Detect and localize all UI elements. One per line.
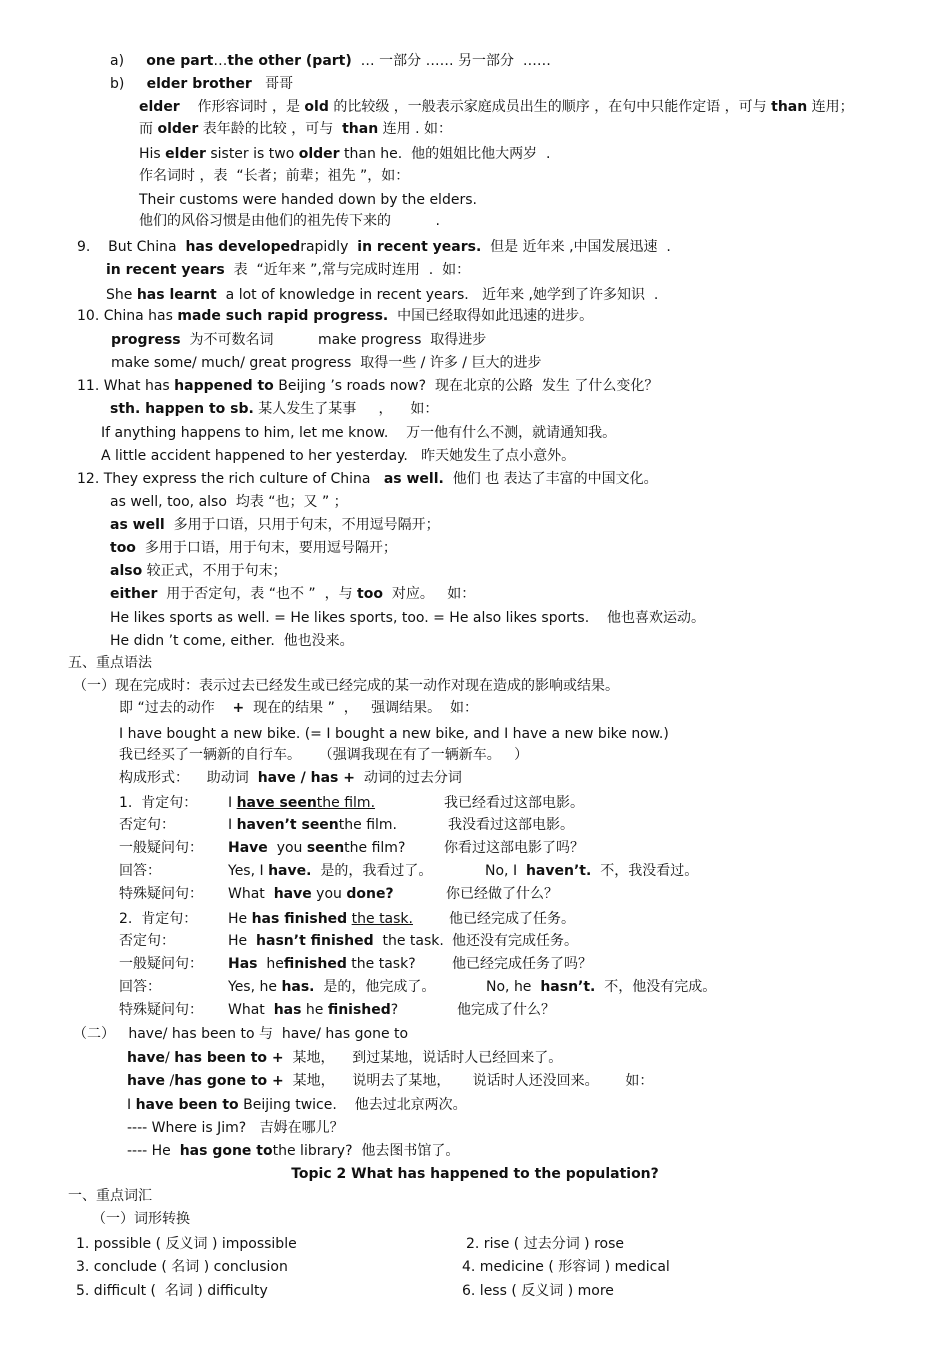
text-line	[110, 609, 705, 627]
text-segment: 不，他没有完成。	[595, 979, 717, 995]
bold-term: elder brother	[146, 76, 252, 92]
text-line	[110, 585, 475, 603]
text-line	[68, 654, 152, 672]
text-line	[448, 816, 574, 834]
text-segment: I	[127, 1097, 136, 1113]
text-segment: 10. China has	[77, 308, 178, 324]
text-segment: His	[139, 146, 166, 162]
text-segment: 11. What has	[77, 378, 175, 394]
text-segment: 否定句：	[119, 817, 175, 833]
text-segment: 对应。 如：	[382, 586, 476, 602]
text-line	[73, 1025, 408, 1043]
text-line	[110, 400, 438, 418]
text-segment: Beijing twice. 他去过北京两次。	[238, 1097, 467, 1113]
text-segment: a lot of knowledge in recent years. 近年来 ,她学到了许多知识 .	[216, 287, 659, 303]
bold-term: has gone to +	[174, 1073, 284, 1089]
text-line	[139, 212, 440, 230]
bold-term: sth. happen to sb.	[110, 401, 254, 417]
text-segment: I	[228, 817, 237, 833]
text-line	[77, 238, 671, 256]
text-line	[110, 75, 293, 93]
bold-term: have.	[268, 863, 312, 879]
text-line	[119, 725, 669, 743]
text-segment: 6. less ( 反义词 ) more	[462, 1283, 614, 1299]
text-segment: He didn ’t come, either. 他也没来。	[110, 633, 354, 649]
text-segment: 表 “近年来 ”,常与完成时连用 . 如：	[224, 262, 471, 278]
text-line	[110, 539, 397, 557]
text-line	[446, 885, 558, 903]
text-line	[119, 1001, 203, 1019]
bold-term: finished	[327, 1002, 391, 1018]
text-segment: 他们的风俗习惯是由他们的祖先传下来的 .	[139, 213, 440, 229]
text-line	[76, 1258, 288, 1276]
bold-term: too	[110, 540, 136, 556]
text-segment: （一）现在完成时：表示过去已经发生或已经完成的某一动作对现在造成的影响或结果。	[73, 678, 619, 694]
text-line	[228, 885, 394, 903]
text-segment: the film?	[344, 840, 406, 856]
text-line	[228, 978, 435, 996]
text-segment: 特殊疑问句：	[119, 886, 203, 902]
text-segment: he	[301, 1002, 328, 1018]
text-segment: 连用 . 如：	[378, 121, 452, 137]
text-segment: 为不可数名词 make progress 取得进步	[180, 332, 487, 348]
text-line	[110, 52, 551, 70]
text-segment: 现在的结果 ” ， 强调结果。 如：	[244, 700, 479, 716]
bold-term: haven’t.	[525, 863, 592, 879]
bold-term: also	[110, 563, 143, 579]
text-segment: make some/ much/ great progress 取得一些 / 许多 / 巨大的进步	[111, 355, 542, 371]
bold-term: than	[771, 99, 808, 115]
text-line	[452, 932, 578, 950]
text-segment: 9. But China	[77, 239, 186, 255]
text-line	[462, 1282, 614, 1300]
text-segment: 我已经看过这部电影。	[444, 795, 584, 811]
text-segment: 构成形式： 助动词	[119, 770, 258, 786]
text-line	[127, 1072, 653, 1090]
text-segment: than he. 他的姐姐比他大两岁 .	[339, 146, 551, 162]
text-segment: 5. difficult ( 名词 ) difficulty	[76, 1283, 268, 1299]
text-segment: 你看过这部电影了吗？	[444, 840, 584, 856]
text-segment: 一般疑问句：	[119, 840, 203, 856]
text-segment: 2. 肯定句：	[119, 911, 198, 927]
text-line	[111, 354, 541, 372]
text-segment: Beijing ’s roads now? 现在北京的公路 发生 了什么变化？	[273, 378, 659, 394]
bold-term: seen	[306, 840, 345, 856]
bold-term: the other (part)	[227, 53, 352, 69]
text-line	[110, 493, 348, 511]
text-line	[110, 516, 440, 534]
text-line	[228, 862, 432, 880]
bold-term: have	[273, 886, 312, 902]
bold-term: have seen	[236, 795, 317, 811]
text-line	[228, 794, 375, 812]
bold-term: either	[110, 586, 158, 602]
text-line	[127, 1142, 459, 1160]
text-line	[119, 978, 161, 996]
bold-term: has finished	[251, 911, 348, 927]
text-line	[486, 978, 716, 996]
bold-term: one part	[146, 53, 214, 69]
text-line	[110, 632, 354, 650]
text-segment: as well, too, also 均表 “也；又 ” ；	[110, 494, 348, 510]
text-line	[127, 1049, 562, 1067]
text-line	[106, 286, 658, 304]
text-segment: 较正式，不用于句末；	[142, 563, 287, 579]
text-segment: 某地， 到过某地，说话时人已经回来了。	[283, 1050, 563, 1066]
text-segment: the film.	[338, 817, 398, 833]
bold-term: has	[273, 1002, 302, 1018]
text-segment: b)	[110, 76, 147, 92]
text-line	[76, 1282, 268, 1300]
text-segment: 多用于口语，只用于句末，不用逗号隔开；	[164, 517, 440, 533]
text-line	[228, 932, 444, 950]
text-segment: 他完成了什么？	[457, 1002, 555, 1018]
text-line	[228, 839, 405, 857]
text-segment: 多用于口语，用于句末，要用逗号隔开；	[135, 540, 397, 556]
text-line	[92, 1210, 190, 1228]
text-line	[139, 191, 477, 209]
text-segment: 1. 肯定句：	[119, 795, 198, 811]
text-segment: 2. rise ( 过去分词 ) rose	[466, 1236, 625, 1252]
bold-term: too	[357, 586, 383, 602]
text-line	[452, 955, 592, 973]
text-segment: 我没看过这部电影。	[448, 817, 574, 833]
text-line	[485, 862, 698, 880]
bold-term: done?	[346, 886, 394, 902]
text-segment: 回答：	[119, 979, 161, 995]
text-segment: ?	[390, 1002, 399, 1018]
bold-term: has learnt	[136, 287, 217, 303]
bold-term: has gone to	[179, 1143, 273, 1159]
text-segment: 某人发生了某事 ， 如：	[253, 401, 439, 417]
bold-term: older	[157, 121, 199, 137]
text-line	[462, 1258, 670, 1276]
text-segment: 但是 近年来 ,中国发展迅速 .	[481, 239, 671, 255]
text-segment: 用于否定句，表 “也不 ” ，与	[157, 586, 358, 602]
text-segment: a)	[110, 53, 147, 69]
text-line	[228, 955, 416, 973]
bold-term: hasn’t finished	[256, 933, 374, 949]
text-segment: /	[165, 1050, 175, 1066]
text-segment: 某地， 说明去了某地， 说话时人还没回来。 如：	[283, 1073, 654, 1089]
text-line	[119, 816, 175, 834]
text-segment: 而	[139, 121, 158, 137]
text-segment: 是的，他完成了。	[314, 979, 436, 995]
text-segment: 否定句：	[119, 933, 175, 949]
text-segment: 4. medicine ( 形容词 ) medical	[462, 1259, 670, 1275]
text-segment: 他还没有完成任务。	[452, 933, 578, 949]
text-line	[77, 377, 658, 395]
text-segment: the task.	[373, 933, 444, 949]
text-segment: he	[257, 956, 284, 972]
bold-term: +	[232, 700, 245, 716]
bold-term: as well.	[383, 471, 444, 487]
bold-term: have	[127, 1050, 166, 1066]
text-segment: 回答：	[119, 863, 161, 879]
text-line	[119, 794, 197, 812]
text-line	[139, 98, 854, 116]
text-line	[73, 677, 619, 695]
text-segment: you	[267, 840, 307, 856]
text-segment: Their customs were handed down by the elders.	[139, 192, 477, 208]
text-segment: She	[106, 287, 137, 303]
bold-term: hasn’t.	[540, 979, 596, 995]
text-segment: /	[165, 1073, 175, 1089]
text-line	[228, 1001, 398, 1019]
text-line	[77, 307, 593, 325]
text-segment: the film.	[316, 795, 376, 811]
bold-term: have been to	[135, 1097, 239, 1113]
bold-term: elder	[165, 146, 206, 162]
text-segment: Yes, he	[228, 979, 282, 995]
text-line	[139, 120, 452, 138]
bold-term: have / has +	[257, 770, 355, 786]
text-segment: 3. conclude ( 名词 ) conclusion	[76, 1259, 288, 1275]
text-segment: Yes, I	[228, 863, 269, 879]
text-line	[77, 470, 658, 488]
text-line	[139, 145, 550, 163]
text-line	[119, 885, 203, 903]
text-segment: 即 “过去的动作	[119, 700, 233, 716]
text-segment: He likes sports as well. = He likes sports, too. = He also likes sports. 他也喜欢运动。	[110, 610, 705, 626]
bold-term: Have	[228, 840, 268, 856]
bold-term: has.	[281, 979, 315, 995]
bold-term: as well	[110, 517, 165, 533]
text-line	[444, 794, 584, 812]
bold-term: have	[127, 1073, 166, 1089]
text-line	[101, 447, 575, 465]
bold-term: has been to +	[174, 1050, 284, 1066]
text-segment: 中国已经取得如此迅速的进步。	[388, 308, 594, 324]
text-line	[119, 746, 528, 764]
bold-term: Has	[228, 956, 258, 972]
text-segment: A little accident happened to her yesterday. 昨天她发生了点小意外。	[101, 448, 576, 464]
text-segment: ---- He	[127, 1143, 180, 1159]
bold-term: older	[298, 146, 340, 162]
text-line	[127, 1096, 467, 1114]
text-line	[106, 261, 470, 279]
bold-term: progress	[111, 332, 181, 348]
text-segment: No, I	[485, 863, 526, 879]
text-segment: the library? 他去图书馆了。	[272, 1143, 460, 1159]
text-segment: If anything happens to him, let me know. 万一他有什么不测，就请通知我。	[101, 425, 617, 441]
bold-term: old	[304, 99, 329, 115]
bold-term: made such rapid progress.	[177, 308, 389, 324]
bold-term: in recent years.	[357, 239, 482, 255]
bold-term: has developed	[185, 239, 301, 255]
text-segment: 一般疑问句：	[119, 956, 203, 972]
bold-term: Topic 2 What has happened to the population?	[291, 1166, 659, 1182]
text-line	[119, 699, 478, 717]
text-line	[228, 910, 413, 928]
text-segment: 表年龄的比较 ，可与	[198, 121, 343, 137]
text-segment: 作形容词时 ，是	[179, 99, 305, 115]
text-line	[119, 910, 197, 928]
text-segment: you	[311, 886, 347, 902]
text-segment: 哥哥	[251, 76, 294, 92]
text-segment: （二） have/ has been to 与 have/ has gone to	[73, 1026, 409, 1042]
text-line	[466, 1235, 624, 1253]
text-segment: 一、重点词汇	[68, 1188, 152, 1204]
text-segment: 是的，我看过了。	[311, 863, 433, 879]
text-segment: 连用；	[807, 99, 854, 115]
text-segment: 他已经完成任务了吗？	[452, 956, 592, 972]
text-line	[119, 955, 203, 973]
text-line	[119, 932, 175, 950]
text-line	[119, 769, 462, 787]
text-segment: 你已经做了什么？	[446, 886, 558, 902]
text-segment: 作名词时 ，表 “长者；前辈；祖先 ”，如：	[139, 168, 410, 184]
text-line	[127, 1119, 344, 1137]
text-segment: the task.	[351, 911, 413, 927]
text-line	[76, 1235, 297, 1253]
text-segment: I	[228, 795, 237, 811]
text-segment: 我已经买了一辆新的自行车。 （强调我现在有了一辆新车。 ）	[119, 747, 529, 763]
text-segment: 他们 也 表达了丰富的中国文化。	[443, 471, 658, 487]
bold-term: than	[342, 121, 379, 137]
text-line	[68, 1187, 152, 1205]
text-segment: 的比较级 ，一般表示家庭成员出生的顺序 ，在句中只能作定语 ，可与	[328, 99, 772, 115]
text-segment: 1. possible ( 反义词 ) impossible	[76, 1236, 297, 1252]
text-line	[119, 862, 161, 880]
text-segment: 特殊疑问句：	[119, 1002, 203, 1018]
text-segment: 五、重点语法	[68, 655, 152, 671]
text-segment: （一）词形转换	[92, 1211, 190, 1227]
text-segment: No, he	[486, 979, 541, 995]
text-segment: What	[228, 886, 274, 902]
text-segment: I have bought a new bike. (= I bought a new bike, and I have a new bike now.)	[119, 726, 669, 742]
text-line	[101, 424, 616, 442]
bold-term: in recent years	[106, 262, 225, 278]
text-segment: … 一部分 …… 另一部分 ……	[351, 53, 551, 69]
text-segment: ---- Where is Jim? 吉姆在哪儿？	[127, 1120, 344, 1136]
text-line	[139, 167, 409, 185]
text-segment: He	[228, 911, 252, 927]
text-line	[444, 839, 584, 857]
text-line	[119, 839, 203, 857]
text-segment: 12. They express the rich culture of China	[77, 471, 384, 487]
bold-term: happened to	[174, 378, 274, 394]
bold-term: elder	[139, 99, 180, 115]
text-line	[110, 562, 287, 580]
text-segment: What	[228, 1002, 274, 1018]
text-line	[449, 910, 575, 928]
text-segment: rapidly	[300, 239, 358, 255]
bold-term: finished	[283, 956, 347, 972]
text-line	[111, 331, 486, 349]
text-segment: 动词的过去分词	[354, 770, 462, 786]
text-segment: 他已经完成了任务。	[449, 911, 575, 927]
text-line	[228, 816, 397, 834]
bold-term: haven’t seen	[236, 817, 339, 833]
section-heading	[0, 1165, 950, 1183]
text-segment: He	[228, 933, 257, 949]
text-segment: …	[213, 53, 228, 69]
text-line	[457, 1001, 555, 1019]
text-segment: sister is two	[205, 146, 299, 162]
text-segment: the task?	[346, 956, 416, 972]
text-segment: 不，我没看过。	[591, 863, 699, 879]
